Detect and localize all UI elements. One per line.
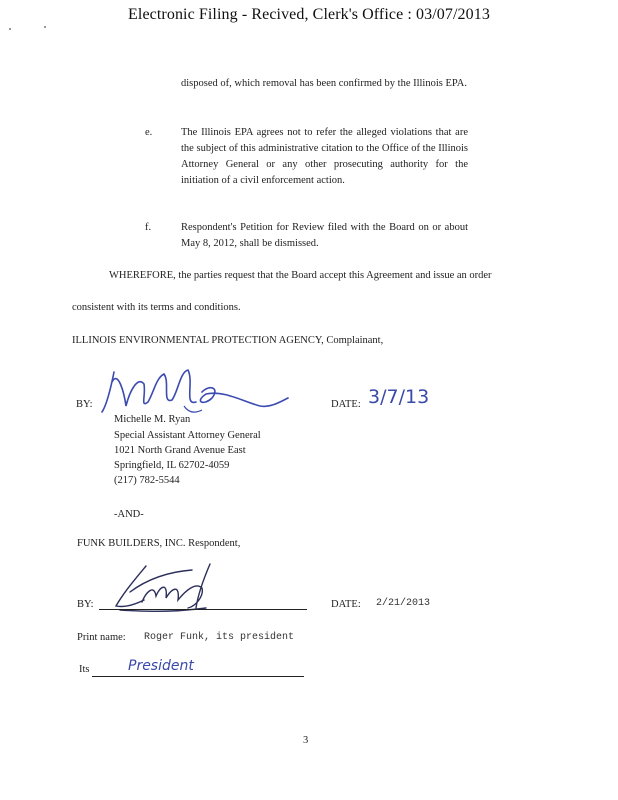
item-f-label: f.	[145, 222, 152, 233]
respondent-date-value: 2/21/2013	[376, 598, 431, 609]
its-line	[92, 676, 304, 677]
respondent-date-label: DATE:	[331, 599, 361, 610]
and-separator: -AND-	[114, 509, 144, 520]
print-name-value: Roger Funk, its president	[144, 632, 295, 643]
wherefore-line-2: consistent with its terms and conditions.	[72, 302, 241, 313]
complainant-heading: ILLINOIS ENVIRONMENTAL PROTECTION AGENCY, Complainant,	[72, 335, 384, 346]
its-handwritten-value: President	[128, 658, 194, 674]
item-e-label: e.	[145, 127, 153, 138]
item-f-text: Respondent's Petition for Review filed with the Board on or about May 8, 2012, shall be dismissed.	[181, 222, 468, 249]
respondent-signature-line	[99, 609, 307, 610]
item-d-continuation: disposed of, which removal has been confirmed by the Illinois EPA.	[181, 78, 467, 89]
complainant-by-label: BY:	[76, 399, 93, 410]
its-label: Its	[79, 664, 90, 675]
complainant-signer-title: Special Assistant Attorney General	[114, 430, 261, 441]
page-number: 3	[303, 735, 309, 746]
item-e-text: The Illinois EPA agrees not to refer the alleged violations that are the subject of this administrative citation to the Office of the Illinois Attorney General or any other prosecuting authority for the initiation of a civil enforcement action.	[181, 127, 468, 186]
complainant-address-line-1: 1021 North Grand Avenue East	[114, 445, 246, 456]
scan-speck	[44, 26, 46, 28]
complainant-address-line-2: Springfield, IL 62702-4059	[114, 460, 230, 471]
wherefore-line-1: WHEREFORE, the parties request that the Board accept this Agreement and issue an order	[109, 270, 492, 281]
respondent-by-label: BY:	[77, 599, 94, 610]
scan-speck	[9, 28, 11, 30]
complainant-phone: (217) 782-5544	[114, 475, 180, 486]
complainant-date-label: DATE:	[331, 399, 361, 410]
filing-stamp-header: Electronic Filing - Recived, Clerk's Office : 03/07/2013	[128, 6, 490, 23]
complainant-date-handwritten: 3/7/13	[368, 386, 430, 408]
print-name-label: Print name:	[77, 632, 126, 643]
respondent-heading: FUNK BUILDERS, INC. Respondent,	[77, 538, 241, 549]
complainant-signer-name: Michelle M. Ryan	[114, 414, 191, 425]
